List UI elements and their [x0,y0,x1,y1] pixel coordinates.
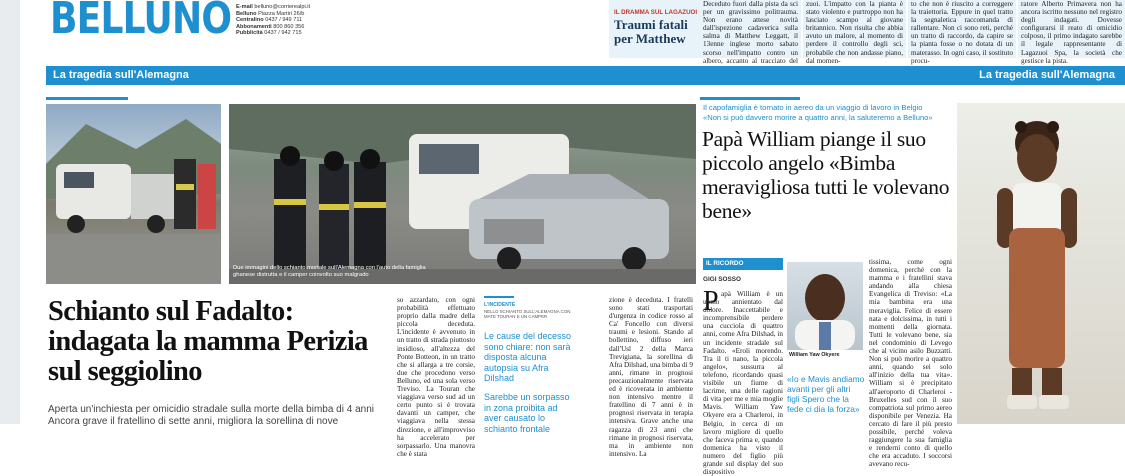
top-story-col3: to che non è riuscito a correggere la traiettoria. Eppure in quel tratto la segnaletica raccomanda di rallentare. Non ci sono reti, perché un tratto di raccordo, da capire se la pianta fosse o no dotata di un materasso. In ogni caso, il sostituto procu- [908,0,1016,58]
left-subhead: Aperta un'inchiesta per omicidio stradale sulla morte della bimba di 4 anni Ancora grave il fratellino di sette anni, migliora la sorellina di nove [48,404,374,427]
top-story-col2: zuoi. L'impatto con la pianta è stato violento e purtroppo non ha lasciato scampo al giovane britannico. Non risulta che abbia avuto un malore, al momento di perdere il controllo degli sci, probabile che non andasse piano, dal momen- [803,0,906,58]
inset-quote-2: Sarebbe un sorpasso in zona proibita ad aver causato lo schianto frontale [484,392,570,434]
contact-label: Pubblicità [236,30,265,37]
contact-value: 800 860 356 [273,23,305,30]
contact-row [236,11,356,18]
top-story-col1: Deceduto fuori dalla pista da sci per un gravissimo politrauma. Non erano attese novità dall'ispezione cadaverica sulla salma di Matthew Leggatt, il 13enne inglese morto sabato scorso nell'impatto contro un albero, accanto al tracciato del [700,0,801,58]
tag-label: IL RICORDO [706,260,744,267]
section-title-right: La tragedia sull'Alemagna [979,69,1115,81]
top-story-kicker: IL DRAMMA SUL LAGAZUOI [614,9,698,16]
crash-scene-main-image [229,104,696,284]
contact-label: Centralino [236,17,266,24]
right-headline: Papà William piange il suo piccolo angelo «Bimba meravigliosa tutti le volevano bene» [702,127,950,223]
girl-portrait-image [957,103,1125,424]
contact-row [236,4,356,11]
contact-value: Piazza Martiri 26/b [258,10,305,17]
contact-row [236,17,356,24]
right-quote: «Io e Mavis andiamo avanti per gli altri figli Spero che la fede ci dia la forza» [787,374,865,414]
right-kicker-2: «Non si può davvero morire a quattro anni, la saluteremo a Belluno» [703,113,933,122]
william-portrait-image [787,262,863,350]
contact-row [236,30,356,37]
crash-scene-left-image [46,104,221,284]
inset-rule [484,296,514,298]
photo-caption: Due immagini dello schianto mortale sull'Alemagna con l'auto della famiglia ghanese distrutta e il camper coinvolto suo malgrado [233,265,426,278]
left-body-col1: so azzardato, con ogni probabilità effettuato proprio dalla madre della piccola deceduta. L'incidente è avvenuto in un tratto di strada piuttosto insidioso, all'altezza del Ponte Botteon, in un tratto che si allarga a tre corsie, due che procedono verso Belluno, ed una sola verso Treviso. La Touran che viaggiava verso sud ad un certo punto si è trovata davanti un camper, che viaggiava nella stessa direzione, e all'improvviso ha accelerato per sorpassarlo. Una manovra che è stata [397,296,475,458]
contact-label: Abbonamenti [236,23,274,30]
contact-row [236,24,356,31]
william-caption: William Yaw Okyere [789,352,840,358]
girl-photo [957,103,1125,424]
contact-label: E-mail [236,4,255,10]
rule-left [46,97,128,100]
crash-photo-main [229,104,696,284]
inset-kicker: L'INCIDENTE [484,302,516,308]
byline: GIGI SOSSO [703,276,741,283]
section-title-left: La tragedia sull'Alemagna [53,69,189,81]
right-body-col2: tissima, come ogni domenica, perché con la mamma e i fratellini stava andando alla chiesa Evangelica di Treviso: «La mia bambina era una meraviglia. Felice di essere nata e dolcissima, in tutti i momenti della giornata. Tutti le volevano bene, sia nel condominio di Levego che al vicino asilo Buzzatti. Non si può morire a quattro anni, quando sei solo all'inizio della tua vita». William si è precipitato all'aeroporto di Charleroi - Bruxelles sud con il suo compatriota sul primo aereo disponibile per Venezia. Ha cercato di fare il più presto possibile, perché voleva raggiungere la sua famiglia e renderni conto di quello che era accaduto. I soccorsi avevano recu- [869,258,952,469]
william-photo [787,262,863,350]
crash-photo-left [46,104,221,284]
left-headline: Schianto sul Fadalto: indagata la mamma Perizia sul seggiolino [48,296,368,387]
masthead-city: BELLUNO [50,0,232,44]
top-story-title: Traumi fatali per Matthew [614,17,688,46]
left-body-col2: zione è deceduta. I fratelli sono stati trasportati d'urgenza in codice rosso al Ca' Foncello con diversi traumi e lesioni. Stando al bollettino, diffuso ieri dall'Usl 2 della Marca Trevigiana, la sorellina di Afra Dilshad, una bimba di 9 anni, rimane in prognosi precauzionalmente riservata ed è ricoverata in ambiente non intensivo mentre il fratellino di 7 anni è in prognosi riservata in terapia intensiva. Grave anche una ragazza di 23 anni che rimane in prognosi riservata, ma in ambiente non intensivo. La [609,296,693,458]
masthead-contacts [236,4,356,37]
right-kicker-1: Il capofamiglia è tornato in aereo da un viaggio di lavoro in Belgio [703,103,923,112]
rule-right [700,97,800,100]
contact-label: Belluno [236,10,259,17]
section-bar [46,66,1125,85]
contact-value: 0437 / 949 711 [265,17,303,24]
right-body-col1: apà William è un uomo annientato dal dolore. Inaccettabile e incomprensibile perdere una cucciola di quattro anni, come Afra Dilshad, in un incidente stradale sul Fadalto. «Eroli morendo. Tra il ti nano, la piccola angelo», sussurra al telefono, ricordando quasi visibile un fiume di lacrime, una delle ragioni di vita per me e mia moglie Mavis. William Yaw Okyere era a Charleroi, in Belgio, in cerca di un lavoro migliore di quello che faceva prima e, quando domenica ha visto il numero del figlio più grande sul display del suo dispositivo [703,290,783,476]
inset-small: NELLO SCHIANTO SULL'ALEMAGNA CON MATE TOURAN E UN CAMPER [484,309,571,320]
drop-cap: P [703,286,719,317]
top-story-col4: ratore Alberto Primavera non ha ancora iscritto nessuno nel registro degli indagati. Dovesse configurarsi il reato di omicidio colposo, il primo indagato sarebbe il legale rappresentante di Lagazuoi Spa, la società che gestisce la pista. [1018,0,1125,58]
inset-quote-1: Le cause del decesso sono chiare: non sarà disposta alcuna autopsia su Afra Dilshad [484,331,572,383]
page-gutter [0,0,20,424]
contact-value: 0437 / 942 715 [264,30,302,37]
contact-value: belluno@corrierealpi.it [254,4,311,10]
